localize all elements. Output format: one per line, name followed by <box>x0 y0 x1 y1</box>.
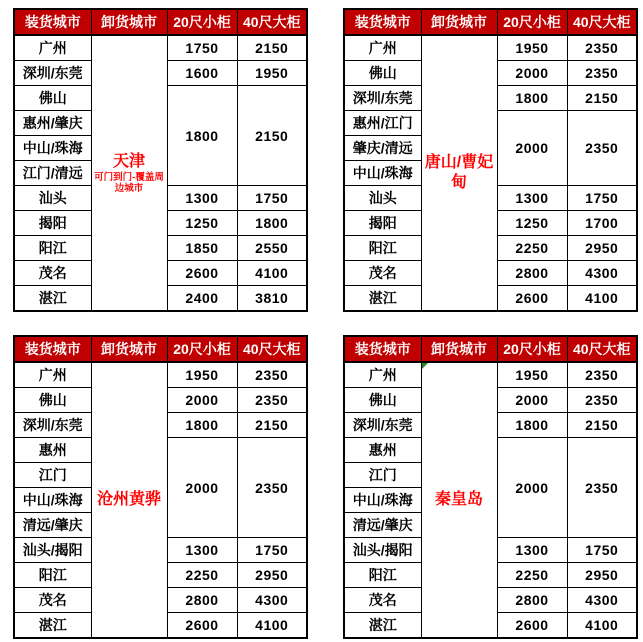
col-header-unloading-city: 卸货城市 <box>421 336 497 362</box>
loading-city-cell: 惠州/江门 <box>344 111 421 136</box>
loading-city-cell: 佛山 <box>14 388 91 413</box>
col-header-unloading-city: 卸货城市 <box>421 9 497 35</box>
col-header-20ft: 20尺小柜 <box>497 9 567 35</box>
price-20ft-cell: 2000 <box>497 61 567 86</box>
price-20ft-cell: 1300 <box>497 538 567 563</box>
loading-city-cell: 汕头 <box>14 186 91 211</box>
freight-rate-table <box>343 335 638 639</box>
destination-cell <box>91 35 167 311</box>
price-40ft-cell: 2950 <box>567 236 637 261</box>
col-header-unloading-city: 卸货城市 <box>91 336 167 362</box>
price-40ft-cell: 2350 <box>567 362 637 388</box>
loading-city-cell: 深圳/东莞 <box>14 413 91 438</box>
price-40ft-cell: 4100 <box>237 261 307 286</box>
price-20ft-cell: 2800 <box>167 588 237 613</box>
price-20ft-cell: 1800 <box>497 86 567 111</box>
price-40ft-cell: 1750 <box>237 186 307 211</box>
loading-city-cell: 揭阳 <box>14 211 91 236</box>
price-40ft-cell: 1800 <box>237 211 307 236</box>
price-40ft-cell: 2350 <box>567 35 637 61</box>
loading-city-cell: 佛山 <box>344 61 421 86</box>
price-40ft-cell: 1950 <box>237 61 307 86</box>
loading-city-cell: 江门/清远 <box>14 161 91 186</box>
col-header-loading-city: 装货城市 <box>344 336 421 362</box>
freight-rate-table <box>13 335 308 639</box>
price-40ft-cell: 1700 <box>567 211 637 236</box>
price-20ft-cell: 2250 <box>167 563 237 588</box>
loading-city-cell: 茂名 <box>344 588 421 613</box>
freight-table-top-right <box>343 8 638 312</box>
col-header-40ft: 40尺大柜 <box>237 336 307 362</box>
price-20ft-cell: 2800 <box>497 588 567 613</box>
price-40ft-cell: 3810 <box>237 286 307 312</box>
price-20ft-cell: 2000 <box>497 111 567 186</box>
loading-city-cell: 中山/珠海 <box>14 488 91 513</box>
col-header-40ft: 40尺大柜 <box>237 9 307 35</box>
loading-city-cell: 中山/珠海 <box>14 136 91 161</box>
loading-city-cell: 广州 <box>344 35 421 61</box>
price-40ft-cell: 2950 <box>237 563 307 588</box>
price-40ft-cell: 2150 <box>567 413 637 438</box>
price-20ft-cell: 1800 <box>167 86 237 186</box>
loading-city-cell: 深圳/东莞 <box>344 86 421 111</box>
freight-table-bottom-left <box>13 335 308 639</box>
col-header-unloading-city: 卸货城市 <box>91 9 167 35</box>
price-20ft-cell: 2000 <box>497 388 567 413</box>
loading-city-cell: 湛江 <box>344 286 421 312</box>
header-row <box>14 336 307 362</box>
col-header-loading-city: 装货城市 <box>14 9 91 35</box>
loading-city-cell: 茂名 <box>14 588 91 613</box>
col-header-40ft: 40尺大柜 <box>567 336 637 362</box>
price-40ft-cell: 2350 <box>567 438 637 538</box>
price-20ft-cell: 2250 <box>497 563 567 588</box>
price-20ft-cell: 2600 <box>497 286 567 312</box>
loading-city-cell: 茂名 <box>344 261 421 286</box>
destination-label: 天津 <box>112 152 145 170</box>
price-20ft-cell: 2000 <box>167 388 237 413</box>
loading-city-cell: 湛江 <box>344 613 421 639</box>
freight-table-bottom-right <box>343 335 638 639</box>
price-40ft-cell: 1750 <box>567 186 637 211</box>
loading-city-cell: 佛山 <box>14 86 91 111</box>
price-40ft-cell: 1750 <box>567 538 637 563</box>
loading-city-cell: 江门 <box>344 463 421 488</box>
loading-city-cell: 阳江 <box>14 563 91 588</box>
price-20ft-cell: 2800 <box>497 261 567 286</box>
loading-city-cell: 揭阳 <box>344 211 421 236</box>
price-20ft-cell: 2250 <box>497 236 567 261</box>
price-20ft-cell: 1800 <box>167 413 237 438</box>
price-20ft-cell: 1800 <box>497 413 567 438</box>
table-row <box>344 362 637 388</box>
loading-city-cell: 广州 <box>14 362 91 388</box>
loading-city-cell: 汕头/揭阳 <box>14 538 91 563</box>
loading-city-cell: 广州 <box>14 35 91 61</box>
destination-cell <box>91 362 167 638</box>
price-40ft-cell: 2350 <box>237 438 307 538</box>
price-20ft-cell: 2000 <box>497 438 567 538</box>
price-40ft-cell: 2150 <box>237 413 307 438</box>
loading-city-cell: 惠州 <box>344 438 421 463</box>
loading-city-cell: 广州 <box>344 362 421 388</box>
loading-city-cell: 清远/肇庆 <box>344 513 421 538</box>
destination-cell <box>421 362 497 638</box>
price-40ft-cell: 4300 <box>567 261 637 286</box>
price-40ft-cell: 4100 <box>567 286 637 312</box>
loading-city-cell: 深圳/东莞 <box>344 413 421 438</box>
price-40ft-cell: 2350 <box>567 111 637 186</box>
price-40ft-cell: 2350 <box>567 388 637 413</box>
loading-city-cell: 中山/珠海 <box>344 161 421 186</box>
price-20ft-cell: 1250 <box>497 211 567 236</box>
table-row <box>344 35 637 61</box>
price-40ft-cell: 4100 <box>567 613 637 639</box>
col-header-loading-city: 装货城市 <box>344 9 421 35</box>
loading-city-cell: 中山/珠海 <box>344 488 421 513</box>
price-40ft-cell: 2350 <box>237 362 307 388</box>
freight-rate-table <box>343 8 638 312</box>
loading-city-cell: 茂名 <box>14 261 91 286</box>
loading-city-cell: 阳江 <box>344 563 421 588</box>
price-20ft-cell: 1950 <box>167 362 237 388</box>
price-20ft-cell: 2400 <box>167 286 237 312</box>
price-20ft-cell: 1950 <box>497 362 567 388</box>
destination-label: 沧州黄骅 <box>96 491 161 508</box>
loading-city-cell: 清远/肇庆 <box>14 513 91 538</box>
loading-city-cell: 佛山 <box>344 388 421 413</box>
loading-city-cell: 湛江 <box>14 286 91 312</box>
price-40ft-cell: 2350 <box>567 61 637 86</box>
price-40ft-cell: 4300 <box>567 588 637 613</box>
loading-city-cell: 湛江 <box>14 613 91 639</box>
price-20ft-cell: 2600 <box>497 613 567 639</box>
price-40ft-cell: 2150 <box>237 86 307 186</box>
col-header-loading-city: 装货城市 <box>14 336 91 362</box>
loading-city-cell: 肇庆/清远 <box>344 136 421 161</box>
loading-city-cell: 惠州 <box>14 438 91 463</box>
price-20ft-cell: 2000 <box>167 438 237 538</box>
price-40ft-cell: 1750 <box>237 538 307 563</box>
price-20ft-cell: 1600 <box>167 61 237 86</box>
loading-city-cell: 汕头 <box>344 186 421 211</box>
price-40ft-cell: 2150 <box>237 35 307 61</box>
destination-note: 可门到门-覆盖周边城市 <box>94 171 164 194</box>
table-row <box>14 362 307 388</box>
price-20ft-cell: 1950 <box>497 35 567 61</box>
col-header-20ft: 20尺小柜 <box>167 9 237 35</box>
loading-city-cell: 深圳/东莞 <box>14 61 91 86</box>
loading-city-cell: 江门 <box>14 463 91 488</box>
price-20ft-cell: 2600 <box>167 613 237 639</box>
col-header-40ft: 40尺大柜 <box>567 9 637 35</box>
table-row <box>14 35 307 61</box>
header-row <box>344 9 637 35</box>
header-row <box>344 336 637 362</box>
price-40ft-cell: 4100 <box>237 613 307 639</box>
destination-label: 秦皇岛 <box>434 491 483 508</box>
col-header-20ft: 20尺小柜 <box>497 336 567 362</box>
price-40ft-cell: 2550 <box>237 236 307 261</box>
loading-city-cell: 阳江 <box>344 236 421 261</box>
price-20ft-cell: 1300 <box>497 186 567 211</box>
price-20ft-cell: 1300 <box>167 186 237 211</box>
price-20ft-cell: 1250 <box>167 211 237 236</box>
price-20ft-cell: 1850 <box>167 236 237 261</box>
loading-city-cell: 惠州/肇庆 <box>14 111 91 136</box>
loading-city-cell: 阳江 <box>14 236 91 261</box>
cell-error-marker-icon <box>422 363 428 369</box>
price-20ft-cell: 1750 <box>167 35 237 61</box>
col-header-20ft: 20尺小柜 <box>167 336 237 362</box>
loading-city-cell: 汕头/揭阳 <box>344 538 421 563</box>
price-20ft-cell: 2600 <box>167 261 237 286</box>
freight-rate-table <box>13 8 308 312</box>
price-40ft-cell: 2350 <box>237 388 307 413</box>
price-40ft-cell: 4300 <box>237 588 307 613</box>
freight-table-top-left <box>13 8 308 312</box>
price-40ft-cell: 2150 <box>567 86 637 111</box>
header-row <box>14 9 307 35</box>
destination-cell <box>421 35 497 311</box>
price-40ft-cell: 2950 <box>567 563 637 588</box>
price-20ft-cell: 1300 <box>167 538 237 563</box>
destination-label: 唐山/曹妃甸 <box>424 154 494 191</box>
